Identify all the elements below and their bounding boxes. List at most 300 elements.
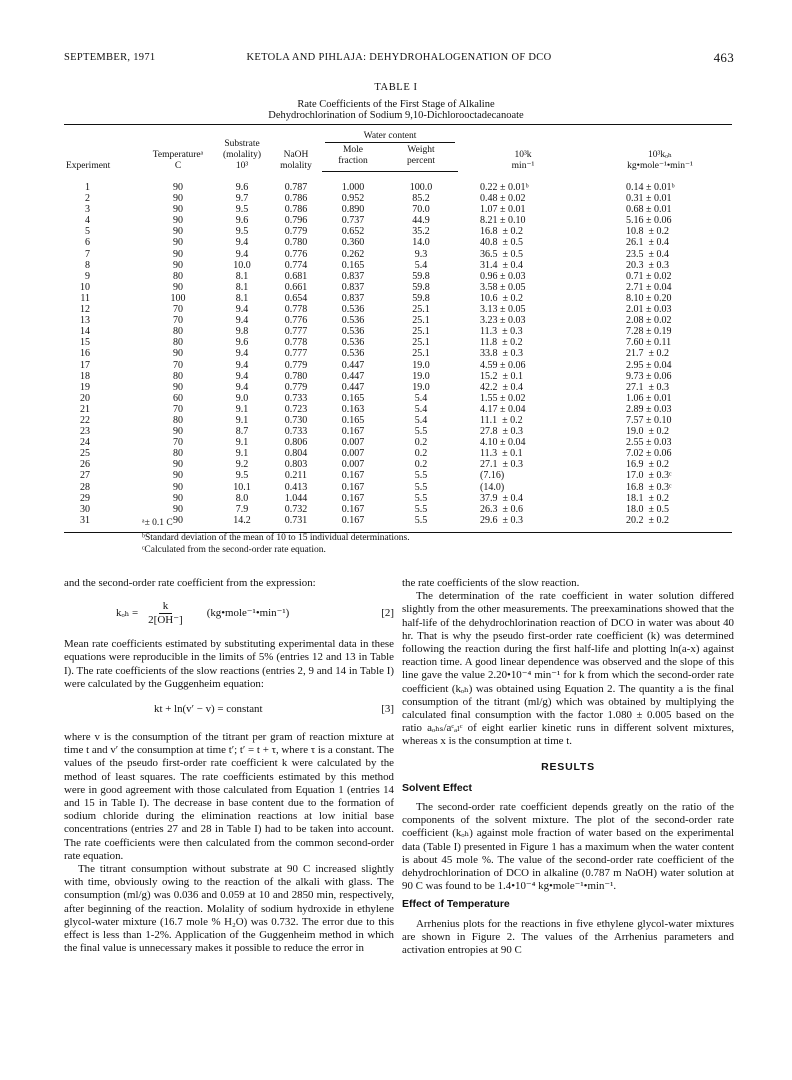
table-row <box>64 260 732 271</box>
table-cell: 16 <box>80 348 90 360</box>
table-cell: 0.779 <box>284 381 308 393</box>
table-cell: 0.211 <box>284 470 308 482</box>
table-cell: 3 <box>85 204 90 216</box>
table-cell: 2.55 ± 0.03 <box>626 437 672 449</box>
table-cell: 19.0 <box>412 381 430 393</box>
table-cell: 0.786 <box>284 193 308 205</box>
table-row <box>64 504 732 515</box>
table-cell: 0.779 <box>284 359 308 371</box>
table-cell: 0.007 <box>341 437 365 449</box>
table-cell: 0.952 <box>341 193 365 205</box>
table-cell: 100 <box>170 292 186 304</box>
table-label: TABLE I <box>374 82 418 93</box>
table-cell: 9.7 <box>235 193 249 205</box>
table-cell: 0.777 <box>284 326 308 338</box>
col-weight-percent: Weight percent <box>384 145 458 172</box>
table-cell: 25.1 <box>412 337 430 349</box>
table-cell: 14 <box>80 326 90 338</box>
table-cell: 8.10 ± 0.20 <box>626 292 672 304</box>
table-cell: 0.447 <box>341 359 365 371</box>
table-body <box>64 172 732 533</box>
col-koh: 10³kₒₕ kg•mole⁻¹•min⁻¹ <box>588 125 732 172</box>
table-cell: 90 <box>173 470 183 482</box>
table-cell: 5.4 <box>414 414 428 426</box>
table-row <box>64 382 732 393</box>
table-cell: 90 <box>173 237 183 249</box>
table-caption-line2: Dehydrochlorination of Sodium 9,10-Dichlorooctadecanoate <box>268 110 524 121</box>
table-cell: 7.9 <box>235 503 249 515</box>
table-row <box>64 426 732 437</box>
left-column <box>64 577 394 955</box>
table-cell: 0.360 <box>341 237 365 249</box>
table-cell: 44.9 <box>412 215 430 227</box>
table-cell: 27.1 ± 0.3 <box>480 459 523 471</box>
paragraph: the rate coefficients of the slow reaction. <box>402 577 580 589</box>
table-cell: 70.0 <box>412 204 430 216</box>
table-caption-line1: Rate Coefficients of the First Stage of Alkaline <box>297 99 495 110</box>
temperature-effect-heading: Effect of Temperature <box>402 898 510 911</box>
table-cell: 0.536 <box>341 315 365 327</box>
table-cell: 19 <box>80 381 90 393</box>
table-cell: 5 <box>85 226 90 238</box>
table-cell: 0.262 <box>341 248 365 260</box>
table-cell: 10.6 ± 0.2 <box>480 292 523 304</box>
table-cell: 0.652 <box>341 226 365 238</box>
table-cell: 5.4 <box>414 392 428 404</box>
table-cell: 9.4 <box>235 370 249 382</box>
table-cell: (14.0) <box>480 481 505 493</box>
table-cell: 9.0 <box>235 392 249 404</box>
table-cell: 1.55 ± 0.02 <box>480 392 526 404</box>
table-cell: 13 <box>80 315 90 327</box>
table-cell: 5.5 <box>414 481 428 493</box>
table-cell: 22 <box>80 414 90 426</box>
table-cell: 0.167 <box>341 470 365 482</box>
table-cell: 23 <box>80 426 90 438</box>
table-cell: 0.413 <box>284 481 308 493</box>
table-cell: 80 <box>173 448 183 460</box>
table-cell: 60 <box>173 392 183 404</box>
table-cell: 9.2 <box>235 459 249 471</box>
table-cell: 9.4 <box>235 381 249 393</box>
table-cell: 14.2 <box>214 515 270 533</box>
table-cell: 0.837 <box>341 281 365 293</box>
table-row <box>64 326 732 337</box>
table-row <box>64 304 732 315</box>
table-cell: 8.1 <box>235 292 249 304</box>
rate-coefficients-table <box>64 124 732 533</box>
table-cell: 3.23 ± 0.03 <box>480 315 526 327</box>
col-water-content: Water content <box>322 125 458 146</box>
right-column <box>402 577 734 957</box>
table-cell: 29 <box>80 492 90 504</box>
table-cell: 10 <box>80 281 90 293</box>
table-cell: 0.2 <box>414 448 428 460</box>
table-cell: 80 <box>173 326 183 338</box>
table-cell: 19.0 ± 0.2 <box>626 426 669 438</box>
table-cell: 12 <box>80 304 90 316</box>
table-cell: 0.71 ± 0.02 <box>626 270 672 282</box>
table-cell: 2.95 ± 0.04 <box>626 359 672 371</box>
table-cell: 0.837 <box>341 270 365 282</box>
table-cell: 80 <box>173 370 183 382</box>
table-cell: 25.1 <box>412 348 430 360</box>
table-row <box>64 470 732 481</box>
table-cell: 2.08 ± 0.02 <box>626 315 672 327</box>
table-cell: 30 <box>80 503 90 515</box>
table-cell: 70 <box>173 304 183 316</box>
table-cell: 0.447 <box>341 381 365 393</box>
table-cell: 6 <box>85 237 90 249</box>
table-cell: 7.02 ± 0.06 <box>626 448 672 460</box>
table-cell: 80 <box>173 337 183 349</box>
table-cell: 0.536 <box>341 337 365 349</box>
table-cell: 0.2 <box>414 437 428 449</box>
table-cell: 100.0 <box>409 182 433 193</box>
col-mole-fraction: Mole fraction <box>322 145 384 172</box>
table-cell: 0.165 <box>341 392 365 404</box>
table-row <box>64 337 732 348</box>
table-cell: 90 <box>173 481 183 493</box>
table-cell: 90 <box>173 248 183 260</box>
table-cell: 0.774 <box>284 259 308 271</box>
col-experiment: Experiment <box>64 125 142 172</box>
table-row <box>64 448 732 459</box>
paragraph: where v is the consumption of the titrant per gram of reaction mixture at time t and v′ the consumption at time t′; t′ = t + τ, where τ is a constant. The values of the pseudo first-order rate coefficient k were calculated by the method of least squares. The rate coefficients estimated by this method were in good agreement with those calculated from Equation 1 (entries 14 and 15 in Table I). The decrease in base content due to the formation of sodium chloride during the elimination reactions at low initial base concentrations (entries 27 and 28 in Table I) had to be taken into account. The rate coefficients were then calculated from the common second-order rate equation. <box>64 731 394 862</box>
table-cell: 0.732 <box>284 503 308 515</box>
table-cell: 70 <box>173 359 183 371</box>
page-number: 463 <box>713 50 734 65</box>
table-cell: 40.8 ± 0.5 <box>480 237 523 249</box>
table-cell: 9.3 <box>414 248 428 260</box>
table-cell: 1.000 <box>341 182 365 193</box>
table-cell: 0.447 <box>341 370 365 382</box>
table-cell: 10.8 ± 0.2 <box>626 226 669 238</box>
table-cell: 5.16 ± 0.06 <box>626 215 672 227</box>
table-row <box>64 437 732 448</box>
table-cell: 90 <box>173 281 183 293</box>
table-cell: 42.2 ± 0.4 <box>480 381 523 393</box>
table-cell: 0.733 <box>284 392 308 404</box>
table-cell: 90 <box>173 193 183 205</box>
table-cell: 0.31 ± 0.01 <box>626 193 672 205</box>
table-cell: 4.10 ± 0.04 <box>480 437 526 449</box>
table-cell: 0.536 <box>341 304 365 316</box>
col-naoh: NaOH molality <box>270 125 322 172</box>
table-cell: 0.804 <box>284 448 308 460</box>
table-cell: 7.57 ± 0.10 <box>626 414 672 426</box>
table-cell: 0.654 <box>284 292 308 304</box>
table-cell: 26.3 ± 0.6 <box>480 503 523 515</box>
table-cell: 16.8 ± 0.3ᶜ <box>626 481 672 493</box>
table-cell: 2.71 ± 0.04 <box>626 281 672 293</box>
table-row <box>64 193 732 204</box>
table-cell: 0.661 <box>284 281 308 293</box>
table-cell: 0.731 <box>270 515 322 533</box>
table-row <box>64 404 732 415</box>
table-cell: 90 <box>173 381 183 393</box>
table-cell: 4.59 ± 0.06 <box>480 359 526 371</box>
table-cell: 90 <box>173 503 183 515</box>
table-cell: 59.8 <box>412 270 430 282</box>
table-cell: 26 <box>80 459 90 471</box>
table-cell: 9.4 <box>235 315 249 327</box>
col-temperature: Temperatureᵃ C <box>142 125 214 172</box>
table-cell: 21.7 ± 0.2 <box>626 348 669 360</box>
paragraph: The titrant consumption without substrate at 90 C increased slightly with time, obviously owing to the reaction of the alkali with glass. The consumption (ml/g) was 0.036 and 0.059 at 10 and 2850 min, respectively, after beginning of the reaction. Molality of sodium hydroxide in ethylene glycol-water mixture (16.7 mole % H₂O) was 0.732. The error due to this effect is less than 1-2%. Application of the Guggenheim method in which the final value is unnecessary makes it possible to reduce the error in <box>64 863 394 955</box>
table-cell: 36.5 ± 0.5 <box>480 248 523 260</box>
table-cell: 11 <box>80 292 90 304</box>
table-cell: 4.17 ± 0.04 <box>480 403 526 415</box>
table-cell: 8.0 <box>235 492 249 504</box>
table-cell: 2.01 ± 0.03 <box>626 304 672 316</box>
table-cell: 70 <box>173 315 183 327</box>
table-cell: 25.1 <box>412 315 430 327</box>
table-cell: 1.044 <box>284 492 308 504</box>
table-cell: 90 <box>173 204 183 216</box>
table-cell: 9.5 <box>235 470 249 482</box>
table-row <box>64 393 732 404</box>
table-cell: 80 <box>173 270 183 282</box>
table-cell: 9.1 <box>235 437 249 449</box>
table-cell: 5.5 <box>414 470 428 482</box>
table-cell: 0.777 <box>284 348 308 360</box>
table-cell: 9.4 <box>235 304 249 316</box>
equation-2: kₒₕ = $\frac{k}{2[OH^-]}$ (kg•mole⁻¹•min⁻¹) [2] <box>116 599 394 626</box>
table-cell: 90 <box>173 181 183 193</box>
paragraph: The second-order rate coefficient depends greatly on the ratio of the components of the solvent mixture. The plot of the second-order rate coefficient (kₒₕ) against mole fraction of water based on the experimental data (Table I) presented in Figure 1 has a maximum when the water content is about 45 mole %. The value of the second-order rate coefficient of the dehydrochlorination of DCO in alkaline (0.787 m NaOH) water solution at 90 C was found to be 1.4•10⁻⁴ kg•mole⁻¹•min⁻¹. <box>402 801 734 893</box>
table-row <box>64 493 732 504</box>
table-cell: 33.8 ± 0.3 <box>480 348 523 360</box>
table-cell: 9.4 <box>235 237 249 249</box>
table-cell: 4 <box>85 215 90 227</box>
table-cell: 2 <box>85 193 90 205</box>
table-cell: 16.8 ± 0.2 <box>480 226 523 238</box>
table-cell: 27.8 ± 0.3 <box>480 426 523 438</box>
table-cell: 0.167 <box>341 503 365 515</box>
table-row <box>64 226 732 237</box>
table-cell: 90 <box>173 492 183 504</box>
table-cell: 19.0 <box>412 370 430 382</box>
table-cell: 23.5 ± 0.4 <box>626 248 669 260</box>
table-cell: 1.07 ± 0.01 <box>480 204 526 216</box>
table-cell: 0.167 <box>322 515 384 533</box>
table-row <box>64 172 732 194</box>
table-cell: 90 <box>173 259 183 271</box>
table-cell: 90 <box>173 226 183 238</box>
table-cell: 5.4 <box>414 259 428 271</box>
table-cell: 0.96 ± 0.03 <box>480 270 526 282</box>
solvent-effect-heading: Solvent Effect <box>402 781 473 794</box>
table-cell: 0.780 <box>284 370 308 382</box>
table-cell: 0.163 <box>341 403 365 415</box>
table-cell: 15.2 ± 0.1 <box>480 370 523 382</box>
table-cell: 0.803 <box>284 459 308 471</box>
table-cell: 70 <box>173 403 183 415</box>
table-cell: 11.3 ± 0.3 <box>480 326 523 338</box>
table-cell: 90 <box>173 459 183 471</box>
table-cell: 28 <box>80 481 90 493</box>
paragraph: Mean rate coefficients estimated by substituting experimental data in these equations were reproducible in the limits of 5% (entries 12 and 13 in Table I). The rate coefficients of the slow reactions (entries 2, 9 and 14 in Table I) were calculated by the Guggenheim equation: <box>64 638 394 690</box>
col-substrate: Substrate (molality) 10³ <box>214 125 270 172</box>
table-cell: 0.167 <box>341 426 365 438</box>
table-cell: 24 <box>80 437 90 449</box>
intro-text: and the second-order rate coefficient from the expression: <box>64 577 316 589</box>
table-cell: 9.8 <box>235 326 249 338</box>
table-cell: 31.4 ± 0.4 <box>480 259 523 271</box>
table-cell: 25.1 <box>412 326 430 338</box>
table-cell: 70 <box>173 437 183 449</box>
table-cell: 29.6 ± 0.3 <box>458 515 588 533</box>
table-cell: 3.58 ± 0.05 <box>480 281 526 293</box>
table-cell: 0.780 <box>284 237 308 249</box>
table-cell: 11.1 ± 0.2 <box>480 414 523 426</box>
table-cell: 90 <box>142 515 214 533</box>
table-cell: 9.4 <box>235 348 249 360</box>
table-cell: 0.890 <box>341 204 365 216</box>
table-cell: 0.786 <box>284 204 308 216</box>
table-cell: 15 <box>80 337 90 349</box>
table-cell: 0.48 ± 0.02 <box>480 193 526 205</box>
table-cell: 20.3 ± 0.3 <box>626 259 669 271</box>
table-cell: 0.167 <box>341 481 365 493</box>
table-cell: (7.16) <box>480 470 505 482</box>
table-cell: 9.4 <box>235 248 249 260</box>
table-row <box>64 371 732 382</box>
table-cell: 0.737 <box>341 215 365 227</box>
footnote-c: ᶜCalculated from the second-order rate equation. <box>142 545 326 555</box>
table-cell: 0.2 <box>414 459 428 471</box>
results-heading: RESULTS <box>541 760 595 773</box>
table-cell: 11.3 ± 0.1 <box>480 448 523 460</box>
table-row <box>64 482 732 493</box>
table-row <box>64 348 732 359</box>
table-cell: 27 <box>80 470 90 482</box>
table-cell: 9.5 <box>235 226 249 238</box>
table-cell: 9.4 <box>235 359 249 371</box>
running-header <box>64 50 734 68</box>
table-cell: 59.8 <box>412 292 430 304</box>
table-cell: 10.1 <box>233 481 251 493</box>
footnote-a: ᵃ± 0.1 C <box>142 518 173 528</box>
table-cell: 9.1 <box>235 448 249 460</box>
table-cell: 0.837 <box>341 292 365 304</box>
table-cell: 8.1 <box>235 281 249 293</box>
table-cell: 27.1 ± 0.3 <box>626 381 669 393</box>
table-row <box>64 204 732 215</box>
table-row <box>64 282 732 293</box>
table-row <box>64 415 732 426</box>
table-cell: 8.21 ± 0.10 <box>480 215 526 227</box>
table-cell: 14.0 <box>412 237 430 249</box>
table-cell: 0.68 ± 0.01 <box>626 204 672 216</box>
table-cell: 16.9 ± 0.2 <box>626 459 669 471</box>
table-cell: 19.0 <box>412 359 430 371</box>
table-cell: 9.1 <box>235 403 249 415</box>
table-cell: 0.776 <box>284 248 308 260</box>
table-cell: 9.1 <box>235 414 249 426</box>
table-cell: 59.8 <box>412 281 430 293</box>
table-cell: 0.730 <box>284 414 308 426</box>
table-cell: 90 <box>173 215 183 227</box>
table-cell: 18.0 ± 0.5 <box>626 503 669 515</box>
table-cell: 11.8 ± 0.2 <box>480 337 523 349</box>
table-cell: 0.779 <box>284 226 308 238</box>
paragraph: Arrhenius plots for the reactions in five ethylene glycol-water mixtures are shown in Figure 2. The values of the Arrhenius parameters and activation entropies at 90 C <box>402 917 734 957</box>
table-cell: 9 <box>85 270 90 282</box>
table-cell: 9.5 <box>235 204 249 216</box>
table-cell: 18 <box>80 370 90 382</box>
table-cell: 35.2 <box>412 226 430 238</box>
equation-3: kt + ln(v′ − v) = constant [3] <box>154 703 394 716</box>
table-cell: 90 <box>173 426 183 438</box>
table-cell: 5.5 <box>414 492 428 504</box>
table-cell: 20.2 ± 0.2 <box>588 515 732 533</box>
table-cell: 1.06 ± 0.01 <box>626 392 672 404</box>
table-cell: 0.167 <box>341 492 365 504</box>
header-date: SEPTEMBER, 1971 <box>64 52 156 63</box>
table-cell: 25 <box>80 448 90 460</box>
table-cell: 9.6 <box>235 215 249 227</box>
table-row <box>64 315 732 326</box>
table-cell: 26.1 ± 0.4 <box>626 237 669 249</box>
table-row <box>64 360 732 371</box>
table-cell: 9.73 ± 0.06 <box>626 370 672 382</box>
table-cell: 0.787 <box>284 181 308 193</box>
table-cell: 0.681 <box>284 270 308 282</box>
table-row <box>64 249 732 260</box>
table-cell: 0.778 <box>284 337 308 349</box>
table-cell: 90 <box>173 348 183 360</box>
table-cell: 0.776 <box>284 315 308 327</box>
table-cell: 5.5 <box>384 515 458 533</box>
table-cell: 0.778 <box>284 304 308 316</box>
table-cell: 18.1 ± 0.2 <box>626 492 669 504</box>
table-cell: 31 <box>64 515 142 533</box>
table-cell: 1 <box>85 181 90 193</box>
table-cell: 0.007 <box>341 448 365 460</box>
table-cell: 17.0 ± 0.3ᶜ <box>626 470 672 482</box>
table-cell: 9.6 <box>235 181 249 193</box>
table-cell: 0.007 <box>341 459 365 471</box>
table-cell: 8 <box>85 259 90 271</box>
footnote-b: ᵇStandard deviation of the mean of 10 to 15 individual determinations. <box>142 533 410 543</box>
table-cell: 37.9 ± 0.4 <box>480 492 523 504</box>
table-cell: 7.28 ± 0.19 <box>626 326 672 338</box>
table-row <box>64 271 732 282</box>
table-cell: 2.89 ± 0.03 <box>626 403 672 415</box>
table-row <box>64 237 732 248</box>
table-cell: 0.536 <box>341 326 365 338</box>
table-cell: 21 <box>80 403 90 415</box>
table-cell: 0.536 <box>341 348 365 360</box>
table-row <box>64 459 732 470</box>
table-cell: 0.723 <box>284 403 308 415</box>
table-cell: 9.6 <box>235 337 249 349</box>
table-cell: 5.5 <box>414 503 428 515</box>
table-cell: 25.1 <box>412 304 430 316</box>
table-cell: 10.0 <box>233 259 251 271</box>
table-cell: 8.7 <box>235 426 249 438</box>
table-cell: 8.1 <box>235 270 249 282</box>
table-row <box>64 293 732 304</box>
paragraph: The determination of the rate coefficient in water solution differed slightly from the other measurements. The preexaminations showed that the half-life of the dehydrochlorination reaction of DCO in water was about 40 hr. That is why the pseudo first-order rate coefficient (k) was determined following the reaction during the first half-life and plotting ln(a-x) against reaction time. A good linear dependence was observed and the slope of this line gave the value 2.20•10⁻⁴ min⁻¹ for k from which the second-order rate coefficient (kₒₕ) was obtained using Equation 2. The quantity a is the final consumption of the titrant (ml/g) which was obtained by multiplying the calculated final consumption with the factor 1.080 ± 0.005 based on the ratio aₒₕₛ/aᶜₐₗᶜ of eight earlier kinetic runs in different solvent mixtures, whereas x is the consumption at time t. <box>402 590 734 748</box>
table-cell: 5.4 <box>414 403 428 415</box>
table-cell: 0.733 <box>284 426 308 438</box>
table-cell: 0.165 <box>341 414 365 426</box>
table-cell: 0.806 <box>284 437 308 449</box>
table-row <box>64 215 732 226</box>
